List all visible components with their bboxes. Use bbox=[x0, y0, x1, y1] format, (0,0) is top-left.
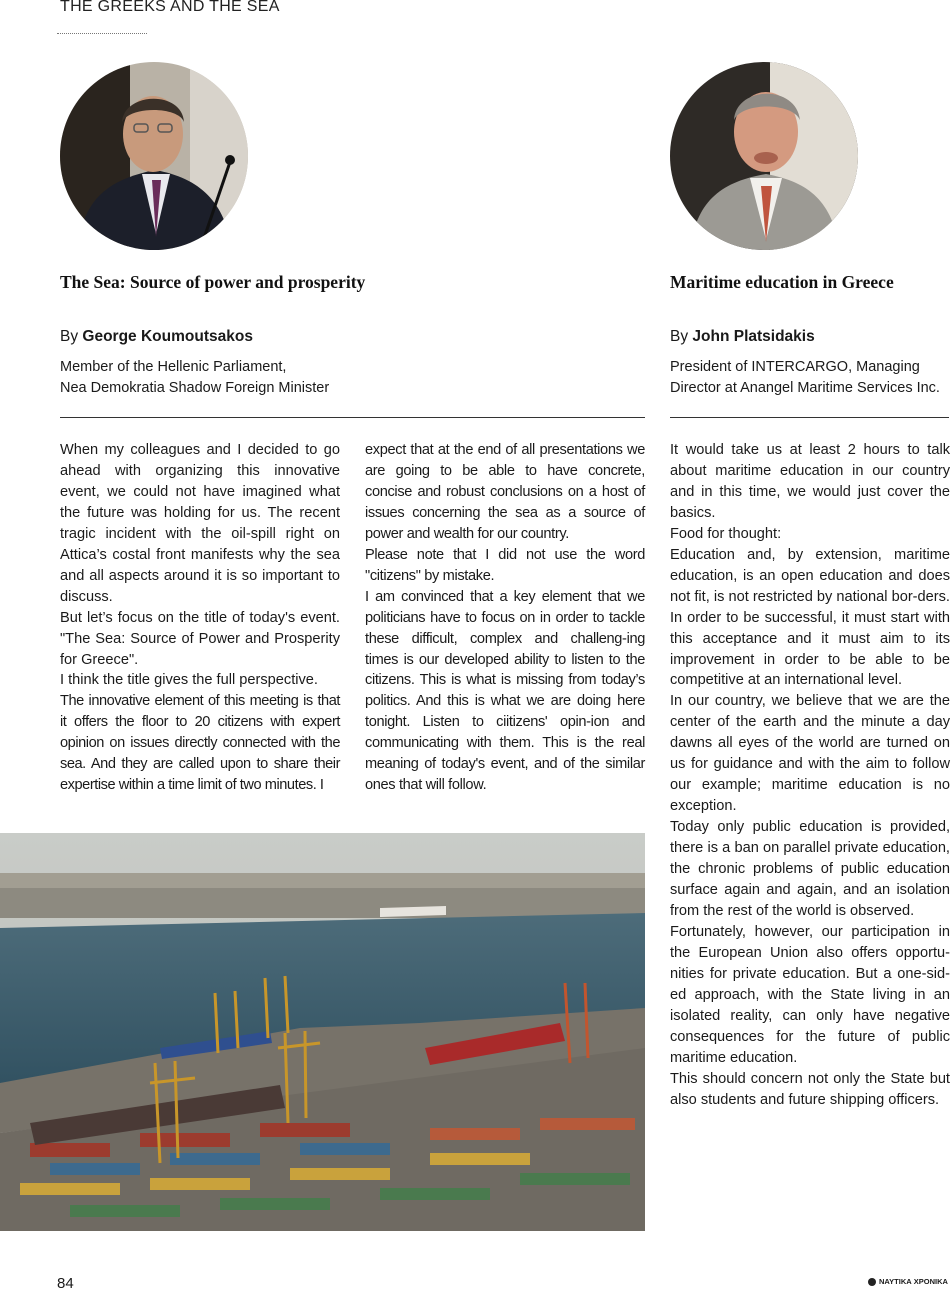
by-label: By bbox=[60, 328, 79, 345]
author-portrait-koumoutsakos bbox=[60, 62, 248, 250]
article-headline-right: Maritime education in Greece bbox=[670, 272, 894, 292]
author-role-left bbox=[60, 357, 329, 399]
header-divider bbox=[57, 33, 147, 34]
author-role-line: Member of the Hellenic Parliament, bbox=[60, 359, 287, 375]
article-left-column-2 bbox=[365, 440, 645, 796]
paragraph: When my colleagues and I decided to go ahead with organizing this innovative event, we could not have imagined what the future was holding for us. The recent tragic incident with the oil-spill right on Attica’s costal front manifests why the sea and all aspects around it is so important to discuss. bbox=[60, 442, 340, 605]
section-title: THE GREEKS AND THE SEA bbox=[60, 0, 280, 15]
paragraph: Fortunately, however, our participation in the European Union also offers opportu-nities for private education. But a one-sid-ed approach, with the State living in an isolated reality, can only have negative consequences for the future of public maritime education. bbox=[670, 923, 950, 1066]
author-role-line: Nea Demokratia Shadow Foreign Minister bbox=[60, 380, 330, 396]
publication-name: ΝΑΥΤΙΚΑ ΧΡΟΝΙΚΑ bbox=[879, 1277, 948, 1286]
author-name-left: George Koumoutsakos bbox=[82, 328, 253, 345]
paragraph: Today only public education is provided, there is a ban on parallel private education, the chronic problems of public education surface again and again, and an isolation from the rest of the world is observed. bbox=[670, 819, 950, 919]
author-portrait-platsidakis bbox=[670, 62, 858, 250]
article-right-column bbox=[670, 440, 950, 1111]
author-role-right bbox=[670, 357, 940, 399]
author-name-right: John Platsidakis bbox=[692, 328, 815, 345]
publication-logo-icon bbox=[868, 1278, 876, 1286]
paragraph: expect that at the end of all presentations we are going to be able to have concrete, concise and robust conclusions on a host of issues concerning the sea as a source of power and wealth for our country. bbox=[365, 442, 645, 542]
by-label: By bbox=[670, 328, 689, 345]
paragraph: The innovative element of this meeting is that it offers the floor to 20 citizens with expert opinion on issues directly connected with the sea. And they are called upon to share their expertise within a time limit of two minutes. I bbox=[60, 693, 340, 794]
author-role-line: Director at Anangel Maritime Services Inc. bbox=[670, 380, 940, 396]
author-role-line: President of INTERCARGO, Managing bbox=[670, 359, 920, 375]
publication-brand bbox=[868, 1277, 948, 1286]
paragraph: It would take us at least 2 hours to talk about maritime education in our country and in this time, we would just cover the basics. bbox=[670, 442, 950, 521]
port-aerial-photo bbox=[0, 833, 645, 1231]
article-headline-left: The Sea: Source of power and prosperity bbox=[60, 272, 366, 292]
paragraph: I am convinced that a key element that we politicians have to focus on in order to tackle these difficult, complex and challeng-ing times is our developed ability to listen to the citizens. This is what is missing from today’s politics. And this is what we are doing here tonight. Listen to ciitizens' opin-ion and communicating with them. This is the real meaning of today's event, and of the similar ones that will follow. bbox=[365, 588, 645, 794]
divider-rule-right bbox=[670, 417, 949, 418]
paragraph: Education and, by extension, maritime education, is an open education and does not fit, is not restricted by national bor-ders. In order to be successful, it must start with this acceptance and it must aim to its improvement in order to be able to be competitive at an international level. bbox=[670, 546, 950, 689]
paragraph: Food for thought: bbox=[670, 525, 782, 542]
paragraph: I think the title gives the full perspective. bbox=[60, 672, 318, 689]
byline-right bbox=[670, 328, 815, 346]
divider-rule-left bbox=[60, 417, 645, 418]
article-left-column-1 bbox=[60, 440, 340, 796]
paragraph: Please note that I did not use the word "citizens" by mistake. bbox=[365, 546, 645, 584]
paragraph: This should concern not only the State but also students and future shipping officers. bbox=[670, 1070, 950, 1108]
byline-left bbox=[60, 328, 253, 346]
paragraph: But let’s focus on the title of today's event. "The Sea: Source of Power and Prosperity for Greece". bbox=[60, 609, 340, 668]
paragraph: In our country, we believe that we are the center of the earth and the minute a day dawns all eyes of the world are turned on us for guidance and with the aim to follow our example; maritime education is no exception. bbox=[670, 693, 950, 815]
page-number: 84 bbox=[57, 1275, 74, 1292]
